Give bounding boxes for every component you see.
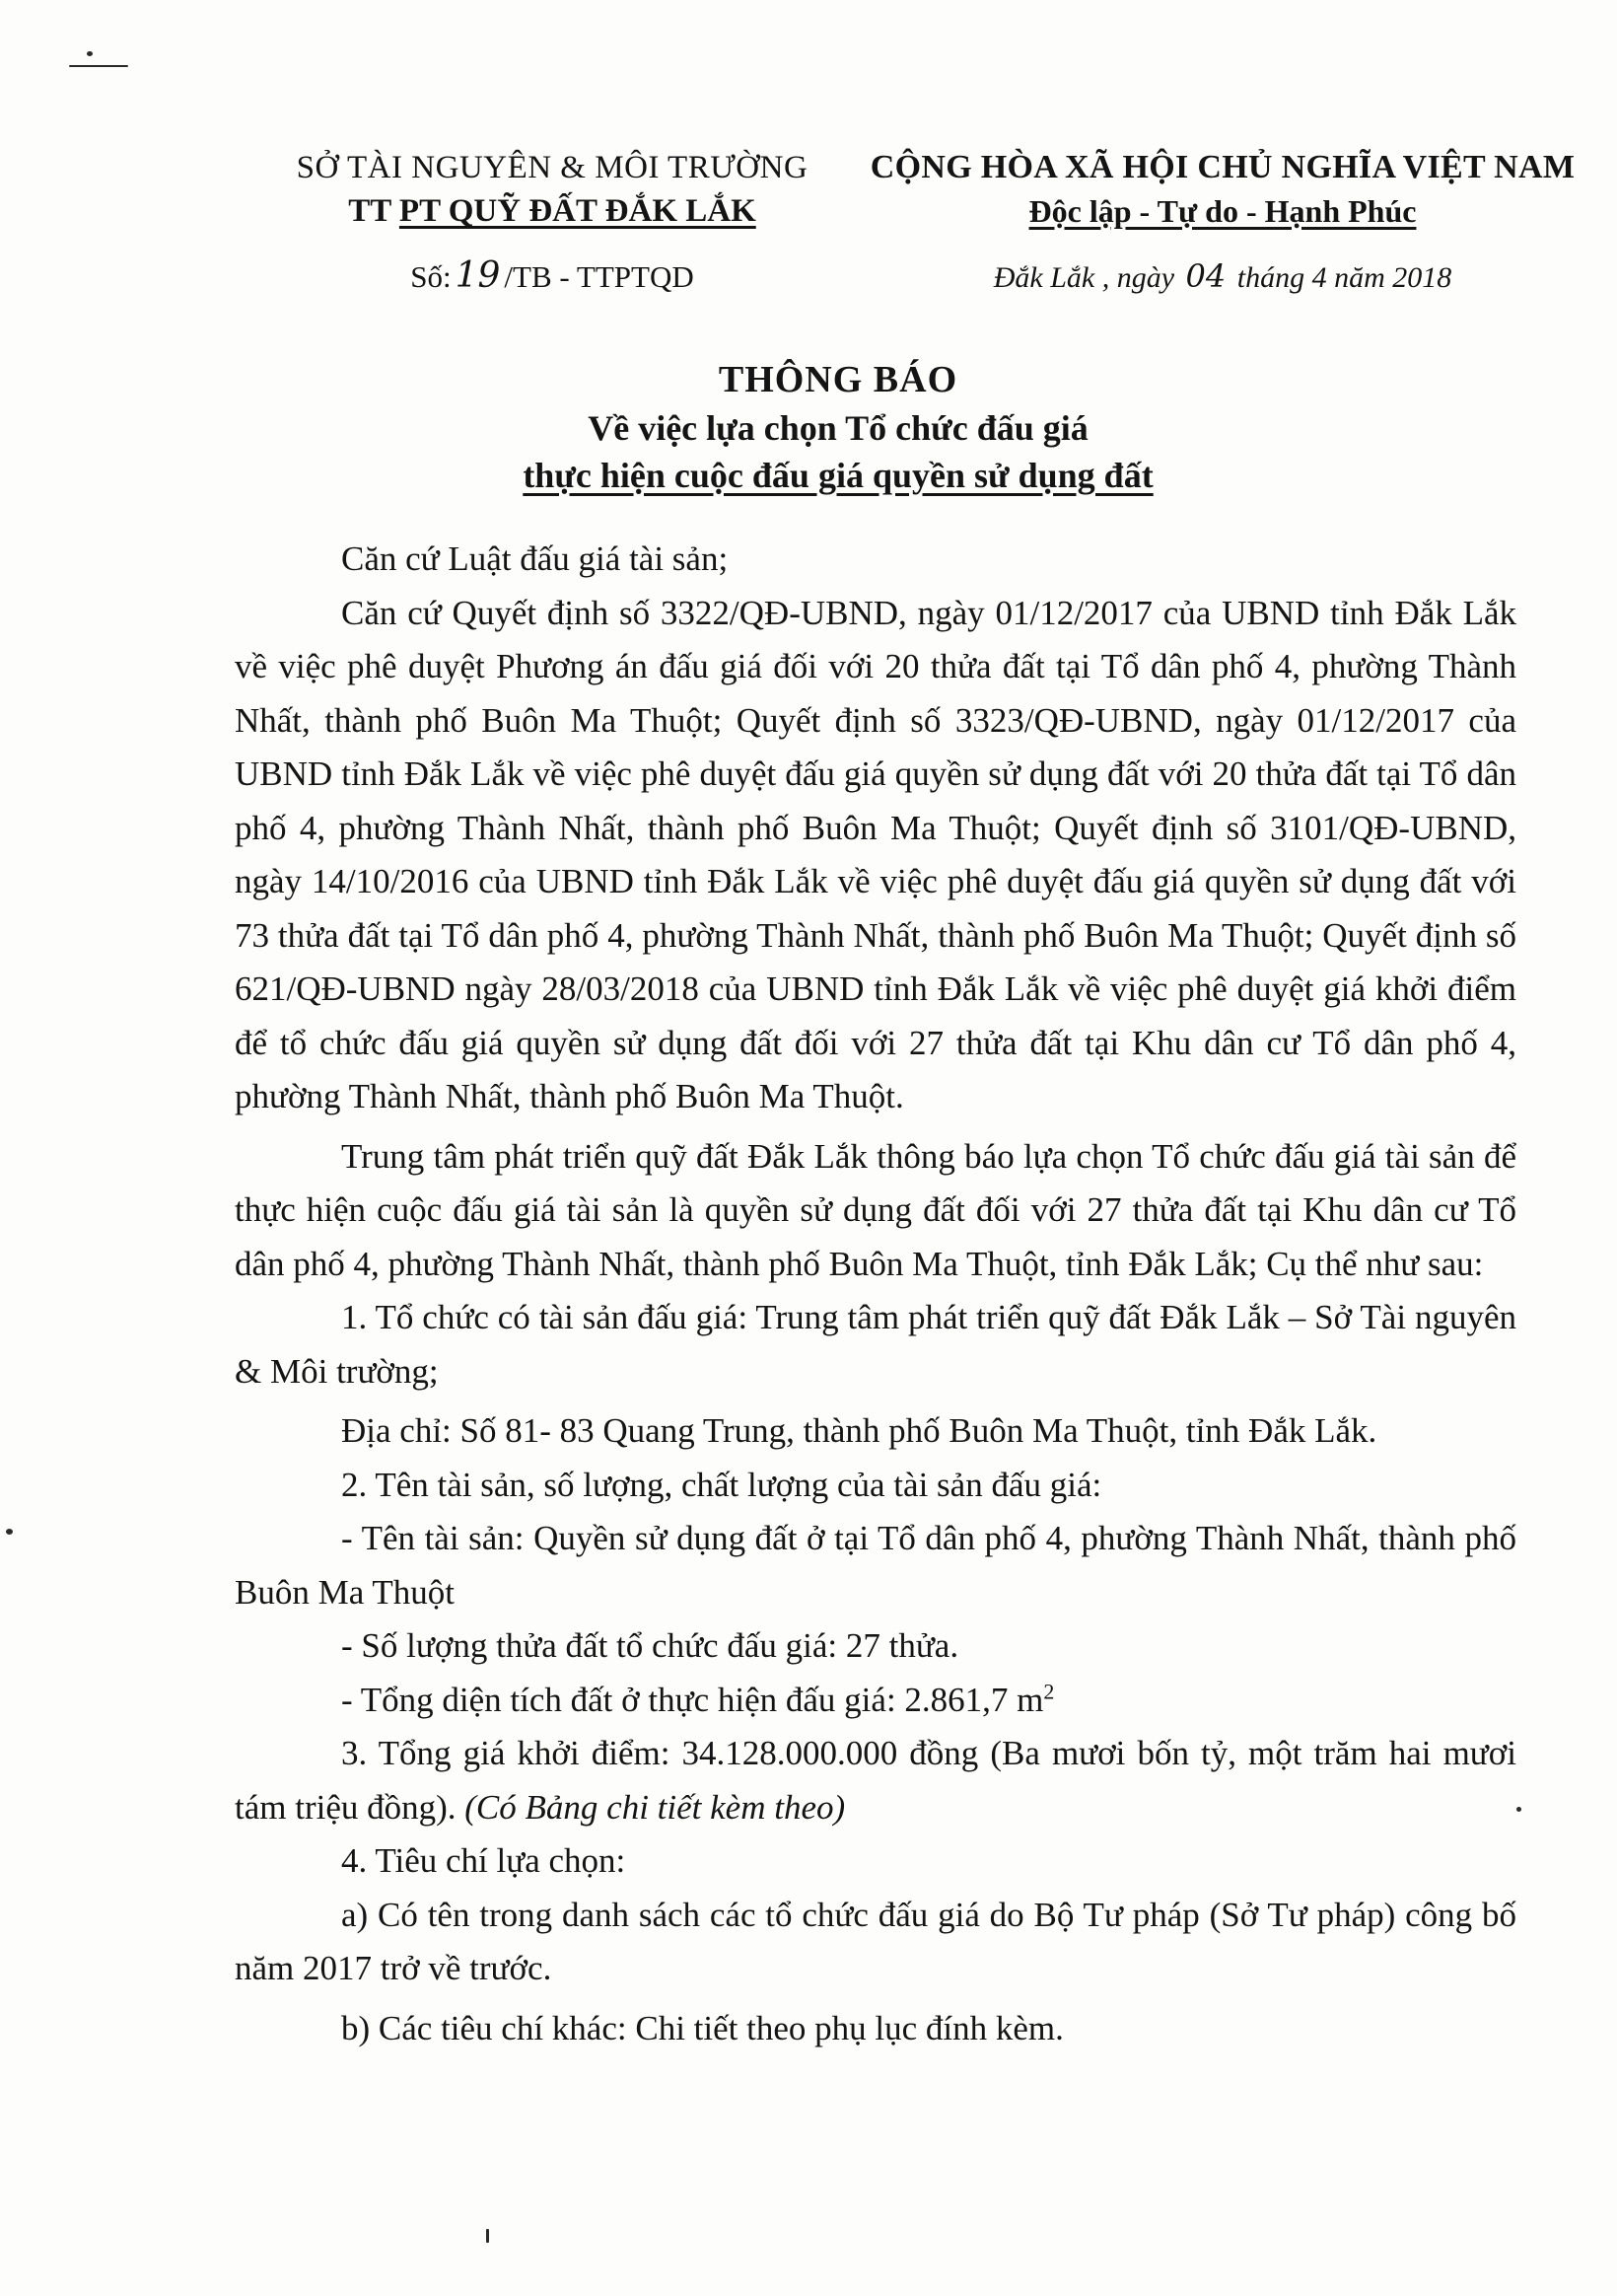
document-number-suffix: /TB - TTPTQD (504, 259, 694, 294)
document-body (235, 533, 1516, 2055)
national-motto-text: Độc lập - Tự do - Hạnh Phúc (1028, 193, 1417, 229)
paragraph-item-1: 1. Tổ chức có tài sản đấu giá: Trung tâm phát triển quỹ đất Đắk Lắk – Sở Tài nguyên & Môi trường; (235, 1298, 1516, 1391)
date-month: 4 (1311, 261, 1327, 294)
title-line-2: Về việc lựa chọn Tổ chức đấu giá (588, 408, 1089, 448)
paragraph-criteria-a: a) Có tên trong danh sách các tổ chức đấu giá do Bộ Tư pháp (Sở Tư pháp) công bố năm 2017 trở về trước. (235, 1895, 1516, 1987)
scan-speck (69, 65, 128, 67)
agency-name-underlined: PT QUỸ ĐẤT ĐẮK LẮK (398, 193, 756, 229)
area-unit-superscript: 2 (1043, 1678, 1055, 1703)
starting-price-text: 3. Tổng giá khởi điểm: 34.128.000.000 đồng (Ba mươi bốn tỷ, một trăm hai mươi tám triệu đồng). (235, 1734, 1516, 1827)
date-prefix: Đắk Lắk , ngày (993, 261, 1175, 294)
paragraph-item-2: 2. Tên tài sản, số lượng, chất lượng của tài sản đấu giá: (341, 1465, 1102, 1504)
document-number (246, 256, 858, 297)
national-motto (868, 189, 1578, 233)
date-month-label: tháng (1236, 261, 1305, 294)
nation-name: CỘNG HÒA XÃ HỘI CHỦ NGHĨA VIỆT NAM (870, 149, 1576, 185)
date-year: năm 2018 (1334, 261, 1452, 294)
paragraph-asset-name: - Tên tài sản: Quyền sử dụng đất ở tại Tổ dân phố 4, phường Thành Nhất, thành phố Buôn Ma Thuột (235, 1519, 1516, 1612)
paragraph-item-3 (235, 1727, 1516, 1834)
attached-table-note: (Có Bảng chi tiết kèm theo) (464, 1787, 846, 1827)
scan-speck (6, 1529, 13, 1535)
paragraph-address: Địa chỉ: Số 81- 83 Quang Trung, thành phố Buôn Ma Thuột, tỉnh Đắk Lắk. (341, 1411, 1377, 1450)
paragraph-announcement: Trung tâm phát triển quỹ đất Đắk Lắk thông báo lựa chọn Tổ chức đấu giá tài sản để thực hiện cuộc đấu giá tài sản là quyền sử dụng đất đối với 27 thửa đất tại Khu dân cư Tổ dân phố 4, phường Thành Nhất, thành phố Buôn Ma Thuột, tỉnh Đắk Lắk; Cụ thể như sau: (235, 1136, 1516, 1283)
agency-name (246, 189, 858, 233)
document-title (296, 355, 1380, 499)
scan-speck (1516, 1807, 1521, 1812)
agency-header (246, 146, 858, 297)
scan-speck (87, 51, 93, 56)
paragraph-decisions: Căn cứ Quyết định số 3322/QĐ-UBND, ngày 01/12/2017 của UBND tỉnh Đắk Lắk về việc phê duyệt Phương án đấu giá đối với 20 thửa đất tại Tổ dân phố 4, phường Thành Nhất, thành phố Buôn Ma Thuột; Quyết định số 3323/QĐ-UBND, ngày 01/12/2017 của UBND tỉnh Đắk Lắk về việc phê duyệt đấu giá quyền sử dụng đất với 20 thửa đất tại Tổ dân phố 4, phường Thành Nhất, thành phố Buôn Ma Thuột; Quyết định số 3101/QĐ-UBND, ngày 14/10/2016 của UBND tỉnh Đắk Lắk về việc phê duyệt đấu giá quyền sử dụng đất với 73 thửa đất tại Tổ dân phố 4, phường Thành Nhất, thành phố Buôn Ma Thuột; Quyết định số 621/QĐ-UBND ngày 28/03/2018 của UBND tỉnh Đắk Lắk về việc phê duyệt giá khởi điểm để tổ chức đấu giá quyền sử dụng đất đối với 27 thửa đất tại Khu dân cư Tổ dân phố 4, phường Thành Nhất, thành phố Buôn Ma Thuột. (235, 593, 1516, 1115)
date-day: 04 (1185, 257, 1227, 295)
document-date (868, 256, 1578, 298)
document-number-value: 19 (455, 255, 501, 296)
total-area-text: - Tổng diện tích đất ở thực hiện đấu giá: 2.861,7 m (341, 1680, 1044, 1719)
paragraph-legal-basis: Căn cứ Luật đấu giá tài sản; (341, 539, 729, 578)
scan-speck (486, 2229, 489, 2243)
title-line-1: THÔNG BÁO (718, 359, 958, 400)
agency-name-prefix: TT (348, 193, 391, 229)
paragraph-total-area (235, 1674, 1516, 1728)
document-number-label: Số: (410, 259, 452, 294)
paragraph-plot-count: - Số lượng thửa đất tổ chức đấu giá: 27 thửa. (341, 1626, 959, 1665)
title-line-3: thực hiện cuộc đấu giá quyền sử dụng đất (523, 456, 1154, 495)
paragraph-criteria-b: b) Các tiêu chí khác: Chi tiết theo phụ lục đính kèm. (341, 2008, 1064, 2047)
agency-parent-name: SỞ TÀI NGUYÊN & MÔI TRƯỜNG (296, 150, 808, 185)
national-header (868, 146, 1578, 298)
paragraph-item-4: 4. Tiêu chí lựa chọn: (341, 1841, 626, 1880)
